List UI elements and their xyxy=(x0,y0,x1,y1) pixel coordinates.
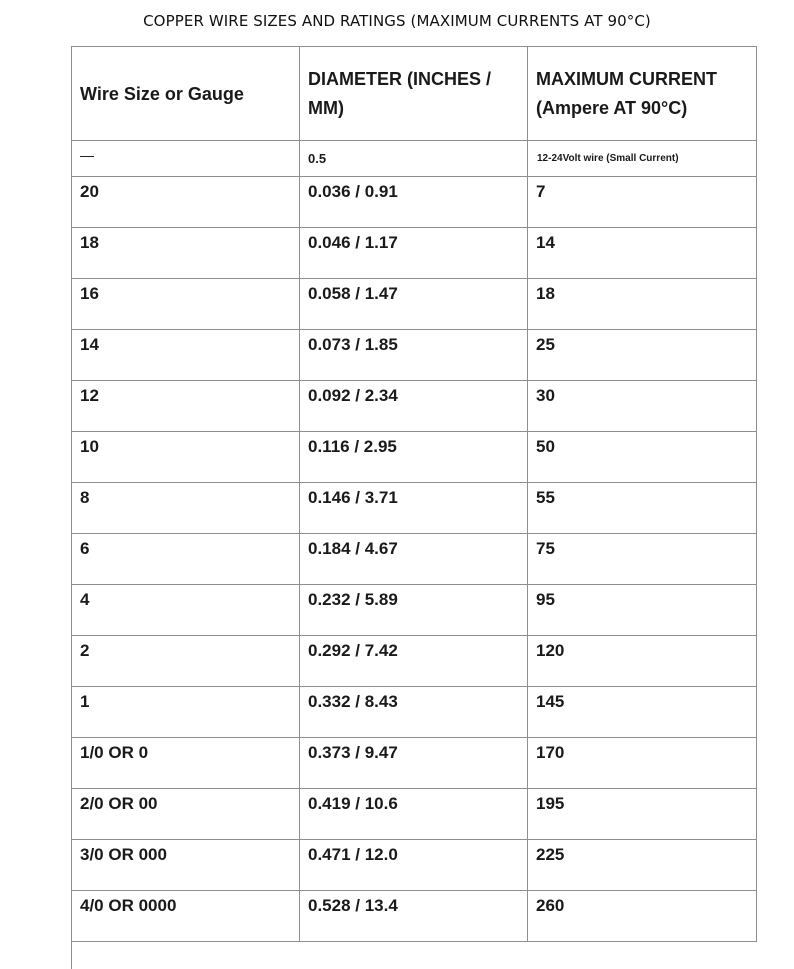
cell-diameter xyxy=(300,636,528,687)
table-row xyxy=(72,228,757,279)
table-row xyxy=(72,177,757,228)
current-value: 260 xyxy=(536,896,564,915)
current-value: 170 xyxy=(536,743,564,762)
current-value: 195 xyxy=(536,794,564,813)
table-row xyxy=(72,891,757,942)
table-row xyxy=(72,432,757,483)
diameter-value: 0.146 / 3.71 xyxy=(308,488,398,507)
note-diameter-cell: 0.5 xyxy=(300,141,528,177)
gauge-value: 1/0 OR 0 xyxy=(80,743,148,762)
wire-ratings-table xyxy=(71,46,757,969)
cell-gauge xyxy=(72,177,300,228)
table-row xyxy=(72,483,757,534)
cell-current xyxy=(528,891,757,942)
gauge-value: 16 xyxy=(80,284,99,303)
table-row xyxy=(72,330,757,381)
cell-diameter xyxy=(300,534,528,585)
cell-current xyxy=(528,636,757,687)
gauge-value: 2/0 OR 00 xyxy=(80,794,158,813)
header-diameter: DIAMETER (INCHES / MM) xyxy=(300,47,528,141)
current-value: 14 xyxy=(536,233,555,252)
gauge-value: 14 xyxy=(80,335,99,354)
dash-mark xyxy=(80,156,94,157)
current-value: 55 xyxy=(536,488,555,507)
table-row xyxy=(72,381,757,432)
diameter-value: 0.073 / 1.85 xyxy=(308,335,398,354)
cell-gauge xyxy=(72,330,300,381)
cell-diameter xyxy=(300,177,528,228)
table-row xyxy=(72,585,757,636)
cell-gauge xyxy=(72,891,300,942)
gauge-value: 8 xyxy=(80,488,89,507)
gauge-value: 18 xyxy=(80,233,99,252)
cell-gauge xyxy=(72,228,300,279)
cell-current xyxy=(528,381,757,432)
gauge-value: 2 xyxy=(80,641,89,660)
cell-current xyxy=(528,483,757,534)
cell-gauge xyxy=(72,279,300,330)
cell-current xyxy=(528,177,757,228)
diameter-value: 0.184 / 4.67 xyxy=(308,539,398,558)
current-value: 50 xyxy=(536,437,555,456)
cell-gauge xyxy=(72,840,300,891)
diameter-value: 0.046 / 1.17 xyxy=(308,233,398,252)
diameter-value: 0.092 / 2.34 xyxy=(308,386,398,405)
cell-gauge xyxy=(72,585,300,636)
note-gauge-cell xyxy=(72,141,300,177)
current-value: 18 xyxy=(536,284,555,303)
cell-diameter xyxy=(300,279,528,330)
current-value: 7 xyxy=(536,182,545,201)
header-max-current: MAXIMUM CURRENT (Ampere AT 90°C) xyxy=(528,47,757,141)
cell-diameter xyxy=(300,228,528,279)
gauge-value: 12 xyxy=(80,386,99,405)
cell-current xyxy=(528,585,757,636)
cell-diameter xyxy=(300,330,528,381)
diameter-value: 0.373 / 9.47 xyxy=(308,743,398,762)
gauge-value: 20 xyxy=(80,182,99,201)
gauge-value: 4 xyxy=(80,590,89,609)
cell-diameter xyxy=(300,738,528,789)
gauge-value: 1 xyxy=(80,692,89,711)
diameter-value: 0.036 / 0.91 xyxy=(308,182,398,201)
diameter-value: 0.116 / 2.95 xyxy=(308,437,397,456)
table-row xyxy=(72,687,757,738)
cell-diameter xyxy=(300,483,528,534)
header-wire-size: Wire Size or Gauge xyxy=(72,47,300,141)
cell-current xyxy=(528,789,757,840)
table-row xyxy=(72,279,757,330)
gauge-value: 3/0 OR 000 xyxy=(80,845,167,864)
note-current-cell: 12-24Volt wire (Small Current) xyxy=(528,141,757,177)
gauge-value: 6 xyxy=(80,539,89,558)
current-value: 75 xyxy=(536,539,555,558)
cell-gauge xyxy=(72,483,300,534)
cell-diameter xyxy=(300,891,528,942)
table-row xyxy=(72,738,757,789)
table-row xyxy=(72,636,757,687)
table-row xyxy=(72,534,757,585)
table-body xyxy=(72,177,757,942)
current-value: 120 xyxy=(536,641,564,660)
diameter-value: 0.332 / 8.43 xyxy=(308,692,398,711)
cell-gauge xyxy=(72,534,300,585)
cell-current xyxy=(528,840,757,891)
table-note-row xyxy=(72,141,757,177)
gauge-value: 10 xyxy=(80,437,99,456)
cell-gauge xyxy=(72,738,300,789)
current-value: 25 xyxy=(536,335,555,354)
cell-diameter xyxy=(300,789,528,840)
cell-current xyxy=(528,738,757,789)
cell-diameter xyxy=(300,585,528,636)
cell-gauge xyxy=(72,432,300,483)
cell-gauge xyxy=(72,687,300,738)
current-value: 145 xyxy=(536,692,564,711)
cell-gauge xyxy=(72,789,300,840)
cell-current xyxy=(528,279,757,330)
current-value: 30 xyxy=(536,386,555,405)
diameter-value: 0.471 / 12.0 xyxy=(308,845,398,864)
gauge-value: 4/0 OR 0000 xyxy=(80,896,176,915)
cell-diameter xyxy=(300,687,528,738)
current-value: 225 xyxy=(536,845,564,864)
cell-current xyxy=(528,432,757,483)
diameter-value: 0.292 / 7.42 xyxy=(308,641,398,660)
diameter-value: 0.232 / 5.89 xyxy=(308,590,398,609)
document-title: COPPER WIRE SIZES AND RATINGS (MAXIMUM CURRENTS AT 90°C) xyxy=(0,12,794,30)
cell-diameter xyxy=(300,432,528,483)
cell-diameter xyxy=(300,381,528,432)
cell-current xyxy=(528,330,757,381)
table-header-row xyxy=(72,47,757,141)
cell-gauge xyxy=(72,381,300,432)
cell-gauge xyxy=(72,636,300,687)
cell-diameter xyxy=(300,840,528,891)
diameter-value: 0.419 / 10.6 xyxy=(308,794,398,813)
diameter-value: 0.528 / 13.4 xyxy=(308,896,398,915)
cell-current xyxy=(528,534,757,585)
table-row xyxy=(72,789,757,840)
current-value: 95 xyxy=(536,590,555,609)
diameter-value: 0.058 / 1.47 xyxy=(308,284,398,303)
cell-current xyxy=(528,687,757,738)
table-row xyxy=(72,840,757,891)
cell-current xyxy=(528,228,757,279)
